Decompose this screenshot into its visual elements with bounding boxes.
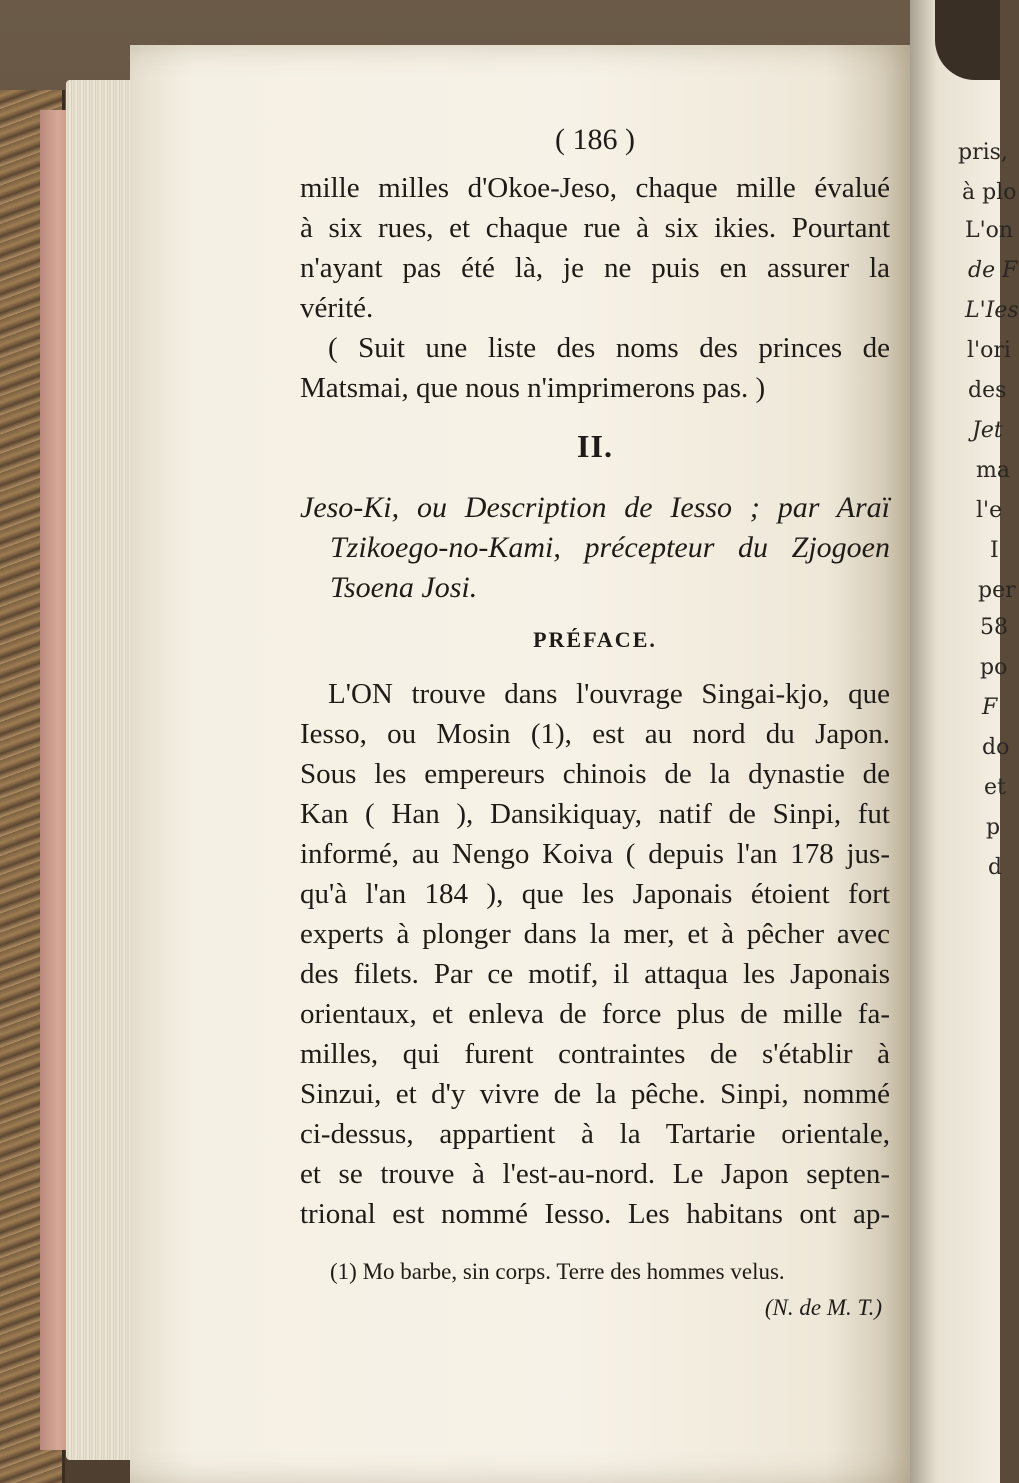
body-line: trional est nommé Iesso. Les habitans ont ap- [300,1198,890,1230]
text-line: n'ayant pas été là, je ne puis en assurer la [300,252,890,284]
title-line: Jeso-Ki, ou Description de Iesso ; par Araï [300,491,890,524]
facing-fragment: L'on [965,218,1014,243]
facing-fragment: des [968,378,1007,403]
facing-fragment: pris, [958,140,1008,165]
section-title [300,488,890,608]
facing-fragment: p [986,815,1001,840]
body-line: experts à plonger dans la mer, et à pêcher avec [300,918,890,950]
body-line: Kan ( Han ), Dansikiquay, natif de Sinpi, fut [300,798,890,830]
body-line: qu'à l'an 184 ), que les Japonais étoient fort [300,878,890,910]
title-line: Tzikoego-no-Kami, précepteur du Zjogoen [330,531,890,564]
body-line: Iesso, ou Mosin (1), est au nord du Japon. [300,718,890,750]
facing-fragment: ma [976,458,1010,483]
body-line: milles, qui furent contraintes de s'établir à [300,1038,890,1070]
text-line: à six rues, et chaque rue à six ikies. Pourtant [300,212,890,244]
footnote [300,1254,890,1326]
editor-note-line: Matsmai, que nous n'imprimerons pas. ) [300,372,766,404]
facing-fragment: l'e [976,498,1003,523]
body-line: des filets. Par ce motif, il attaqua les Japonais [300,958,890,990]
facing-fragment: I [990,538,999,563]
facing-fragment: à plo [962,180,1017,205]
body-line: ci-dessus, appartient à la Tartarie orientale, [300,1118,890,1150]
text-line: mille milles d'Okoe-Jeso, chaque mille évalué [300,172,890,204]
footnote-text: (1) Mo barbe, sin corps. Terre des hommes velus. [330,1259,785,1284]
body-line: informé, au Nengo Koiva ( depuis l'an 178 jus- [300,838,890,870]
facing-fragment: per [978,578,1016,603]
body-line: orientaux, et enleva de force plus de mille fa- [300,998,890,1030]
footnote-signature: (N. de M. T.) [764,1295,882,1320]
page-number: ( 186 ) [555,123,635,156]
facing-fragment: de F [968,258,1018,283]
page-text [300,120,890,1326]
facing-fragment: d [988,855,1003,880]
facing-fragment: 58 [980,615,1008,640]
facing-fragment: L'Ies [965,298,1019,323]
facing-fragment: F [982,695,998,720]
text-line: vérité. [300,292,374,324]
title-line: Tsoena Josi. [330,571,478,604]
body-line: L'ON trouve dans l'ouvrage Singai-kjo, que [328,678,890,710]
editor-note-line: ( Suit une liste des noms des princes de [328,332,890,364]
facing-fragment: po [980,655,1008,680]
facing-fragment: et [984,775,1006,800]
section-number: II. [577,428,613,464]
body-line: Sinzui, et d'y vivre de la pêche. Sinpi, nommé [300,1078,890,1110]
facing-fragment: Jet [972,418,1003,443]
preface-heading: PRÉFACE. [533,627,657,652]
facing-fragment: l'ori [967,338,1011,363]
body-line: Sous les empereurs chinois de la dynastie de [300,758,890,790]
facing-fragment: do [982,735,1010,760]
body-line: et se trouve à l'est-au-nord. Le Japon septen- [300,1158,890,1190]
